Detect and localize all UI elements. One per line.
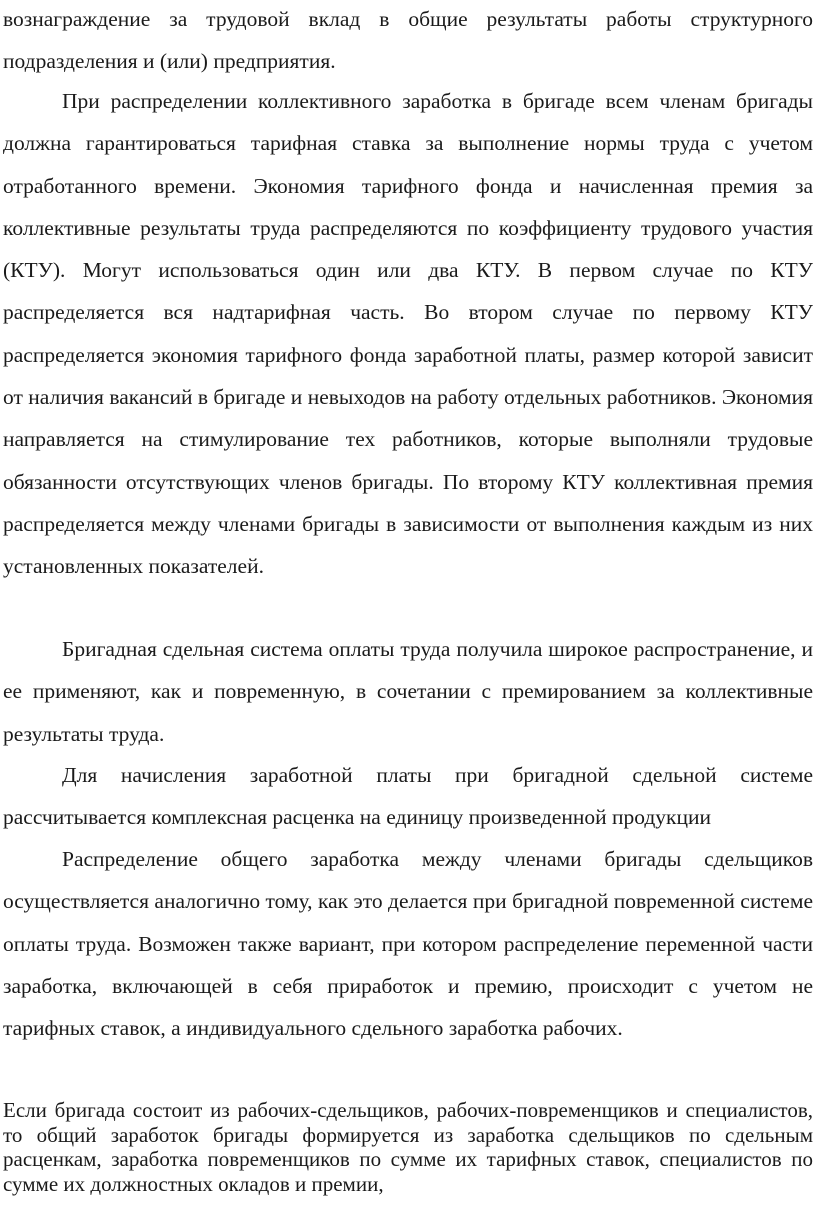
paragraph-brigade-piece-system: Бригадная сдельная система оплаты труда получила широкое распространение, и ее применяют, как и повременную, в сочетании с премированием за коллективные результаты труда. (3, 637, 813, 746)
paragraph-mixed-brigade: Если бригада состоит из рабочих-сдельщиков, рабочих-повременщиков и специалистов, то общий заработок бригады формируется из заработка сдельщиков по сдельным расценкам, заработка повременщиков по сумме их тарифных ставок, специалистов по сумме их должностных окладов и премии, (3, 1098, 813, 1196)
paragraph-complex-rate: Для начисления заработной платы при бригадной сдельной системе рассчитывается комплексная расценка на единицу произведенной продукции (3, 763, 813, 830)
paragraph-ktu-distribution: При распределении коллективного заработка в бригаде всем членам бригады должна гарантироваться тарифная ставка за выполнение нормы труда с учетом отработанного времени. Экономия тарифного фонда и начисленная премия за коллективные результаты труда распределяются по коэффициенту трудового участия (КТУ). Могут использоваться один или два КТУ. В первом случае по КТУ распределяется вся надтарифная часть. Во втором случае по первому КТУ распределяется экономия тарифного фонда заработной платы, размер которой зависит от наличия вакансий в бригаде и невыходов на работу отдельных работников. Экономия направляется на стимулирование тех работников, которые выполняли трудовые обязанности отсутствующих членов бригады. По второму КТУ коллективная премия распределяется между членами бригады в зависимости от выполнения каждым из них установленных показателей. (3, 89, 813, 579)
paragraph-earnings-distribution: Распределение общего заработка между членами бригады сдельщиков осуществляется аналогично тому, как это делается при бригадной повременной системе оплаты труда. Возможен также вариант, при котором распределение переменной части заработка, включающей в себя приработок и премию, происходит с учетом не тарифных ставок, а индивидуального сдельного заработка рабочих. (3, 847, 813, 1041)
paragraph-continuation: вознаграждение за трудовой вклад в общие результаты работы структурного подразделения и (или) предприятия. (3, 7, 813, 74)
